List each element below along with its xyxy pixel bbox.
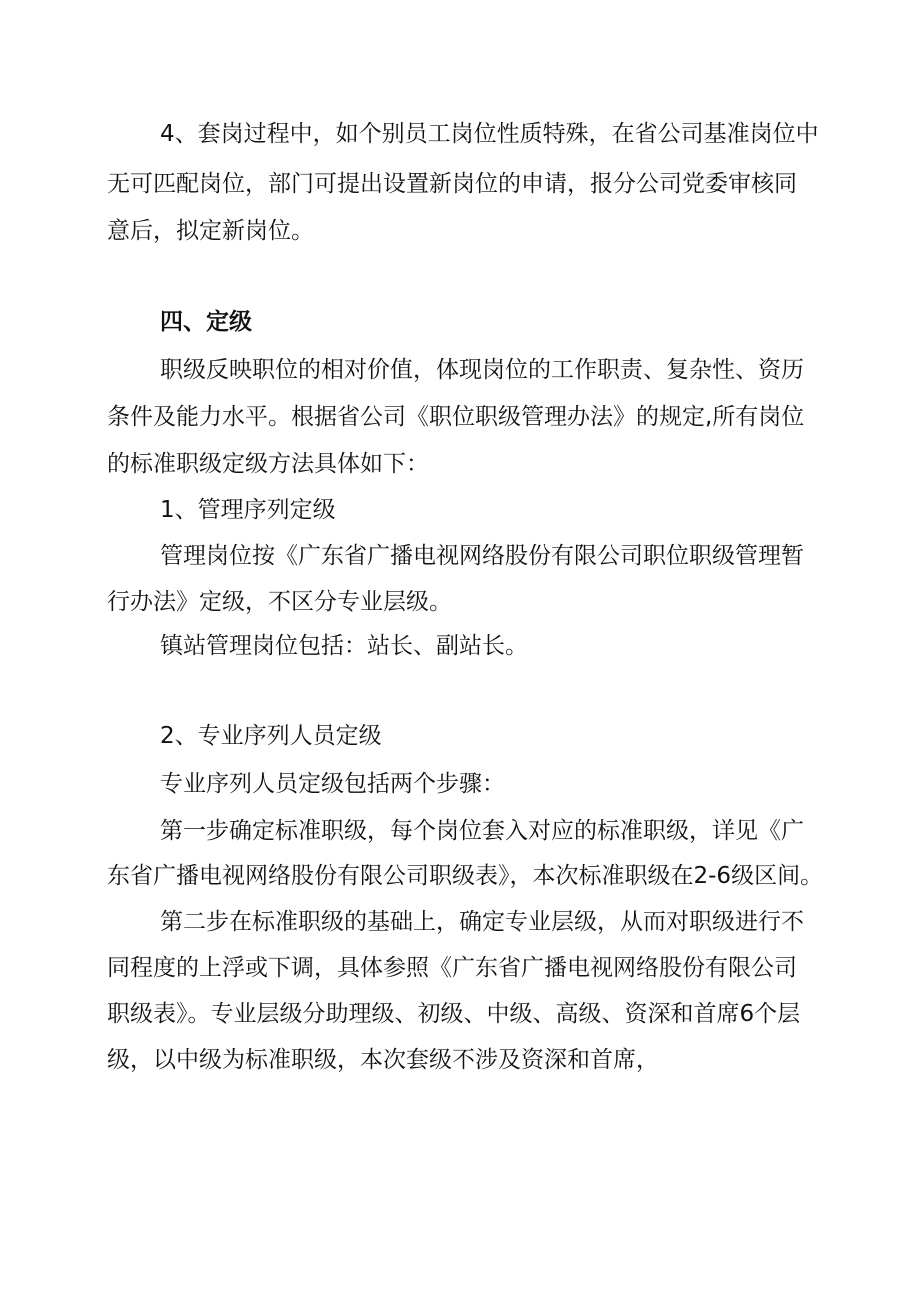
paragraph-line: 同程度的上浮或下调，具体参照《广东省广播电视网络股份有限公司 (107, 955, 797, 981)
paragraph-line: 镇站管理岗位包括：站长、副站长。 (160, 633, 528, 659)
subsection-title: 1、管理序列定级 (160, 497, 336, 523)
paragraph-line: 管理岗位按《广东省广播电视网络股份有限公司职位职级管理暂 (160, 543, 804, 569)
subsection-title: 2、专业序列人员定级 (160, 723, 382, 749)
paragraph-line: 4、套岗过程中，如个别员工岗位性质特殊，在省公司基准岗位中 (160, 121, 819, 147)
paragraph-line: 第一步确定标准职级，每个岗位套入对应的标准职级，详见《广 (160, 818, 804, 844)
paragraph-line: 级，以中级为标准职级，本次套级不涉及资深和首席， (107, 1047, 659, 1073)
paragraph-line: 职级反映职位的相对价值，体现岗位的工作职责、复杂性、资历 (160, 357, 804, 383)
paragraph-line: 专业序列人员定级包括两个步骤： (160, 771, 505, 797)
paragraph-line: 职级表》。专业层级分助理级、初级、中级、高级、资深和首席6个层 (107, 1001, 801, 1027)
paragraph-line: 第二步在标准职级的基础上，确定专业层级，从而对职级进行不 (160, 909, 804, 935)
paragraph-line: 条件及能力水平。根据省公司《职位职级管理办法》的规定,所有岗位 (107, 404, 805, 430)
paragraph-line: 行办法》定级，不区分专业层级。 (107, 589, 452, 615)
section-heading: 四、定级 (160, 309, 252, 335)
paragraph-line: 东省广播电视网络股份有限公司职级表》，本次标准职级在2-6级区间。 (107, 863, 824, 889)
paragraph-line: 无可匹配岗位，部门可提出设置新岗位的申请，报分公司党委审核同 (107, 171, 797, 197)
paragraph-line: 的标准职级定级方法具体如下： (107, 451, 429, 477)
paragraph-line: 意后，拟定新岗位。 (107, 218, 314, 244)
